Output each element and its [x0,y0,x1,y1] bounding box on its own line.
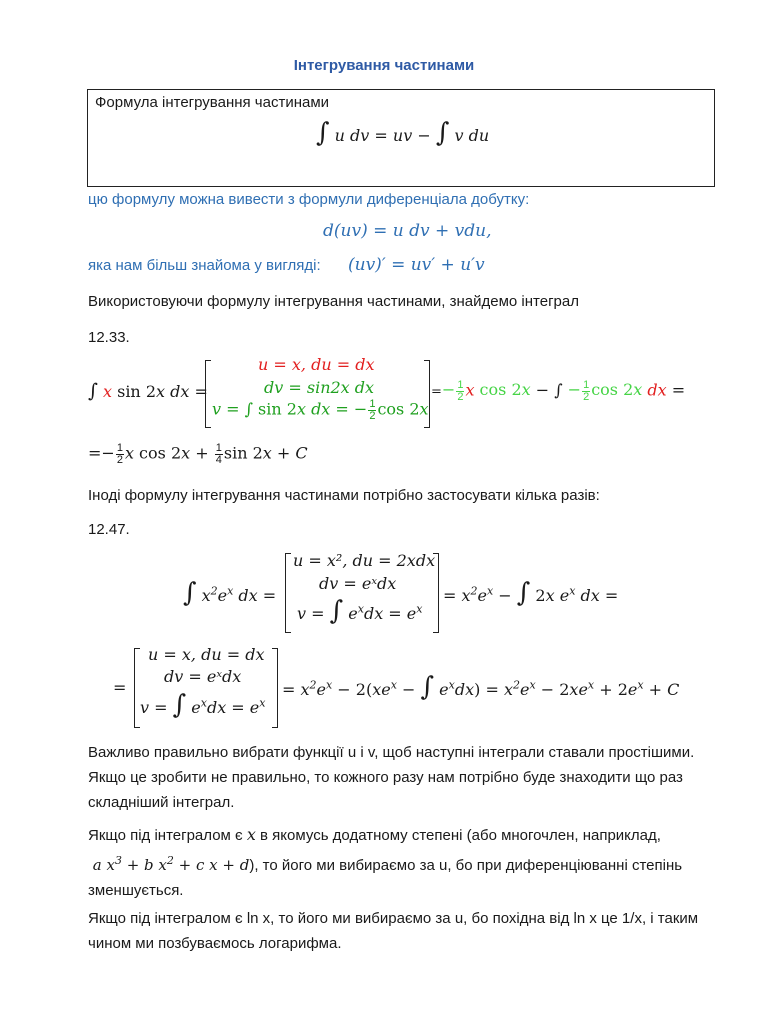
paragraph-log: Якщо під інтегралом є ln x, то його ми вибираємо за u, бо похідна від ln x це 1/x, і таким чином ми позбуваємось логарифма. [88,910,699,952]
example-1-integral: ∫ x sin 2x dx = [88,380,208,402]
bracket-left-2 [285,553,291,633]
bracket-right-2 [433,553,439,633]
choice2-u: u = x, du = dx [148,645,265,664]
derivation-line-1: цю формулу можна вивести з формули диференціала добутку: [88,191,530,208]
parts-formula: ∫ u dv = uv − ∫ v du [316,118,490,148]
differential-formula: d(uv) = u dv + vdu, [323,221,492,241]
example-1-result: =− $\frac{1}{2}$ x cos 2x + $\frac{1}{4}$ sin 2x + C [88,442,308,466]
bracket-right [424,360,430,428]
equals-sign: = [113,678,127,697]
example-number-2: 12.47. [88,521,130,538]
derivative-product-formula: (uv)′ = uv′ + u′v [348,255,485,275]
p2-start: Якщо під інтегралом є [88,827,243,844]
choice1-dv: dv = eˣdx [319,574,397,593]
example-2-integral: ∫ $x^2e^x$ dx = [183,578,277,608]
bracket-left [205,360,211,428]
intro-text: Використовуючи формулу інтегрування частинами, знайдемо інтеграл [88,293,579,310]
x-symbol: x [246,825,256,844]
derivation-line-2: яка нам більш знайома у вигляді: [88,257,321,274]
example-1-step: =− $\frac{1}{2}$ x cos 2x − ∫ − $\frac{1}{2}$ cos 2x dx = [431,379,686,403]
paragraph-choice: Важливо правильно вибрати функції u і v, щоб наступні інтеграли ставали простішими. Якщо це зробити не правильно, то кожного разу нам потрібно буде знаходити що раз складніший інтеграл. [88,744,695,811]
page-title: Інтегрування частинами [293,57,475,74]
choice-v: v = ∫ sin 2x dx = − $\frac{1}{2}$ cos 2x [212,398,429,422]
formula-box [87,89,715,187]
note-multiple: Іноді формулу інтегрування частинами потрібно застосувати кілька разів: [88,487,600,504]
p2-middle: в якомусь додатному степені (або многочлен, наприклад, [260,827,661,844]
example-2-step1: = $x^2e^x$ − ∫ 2x $e^x$ dx = [443,578,619,608]
choice2-dv: dv = eˣdx [164,667,242,686]
example-2-result: = $x^2e^x - 2(xe^x$ − ∫ $e^xdx) = x^2e^x - 2xe^x + 2e^x + C$ [282,672,680,702]
choice-dv: dv = sin2x dx [264,378,375,397]
choice1-u: u = x², du = 2xdx [293,551,436,570]
formula-box-label: Формула інтегрування частинами [95,94,330,111]
paragraph-polynomial: Якщо під інтегралом є x в якомусь додатному степені (або многочлен, наприклад, a $x^3 + b$ $x^2 + c$ x + d), то його ми вибираємо за u, бо при диференціюванні степінь зменшується. [88,825,683,899]
p2-end: ), то його ми вибираємо за u, бо при диференціюванні степінь зменшується. [88,857,683,899]
choice2-v: v = ∫ $e^xdx = e^x$ [140,690,266,720]
choice-u: u = x, du = dx [258,355,375,374]
example-number-1: 12.33. [88,329,130,346]
choice1-v: v = ∫ $e^xdx = e^x$ [297,596,423,626]
bracket-right-3 [272,648,278,728]
